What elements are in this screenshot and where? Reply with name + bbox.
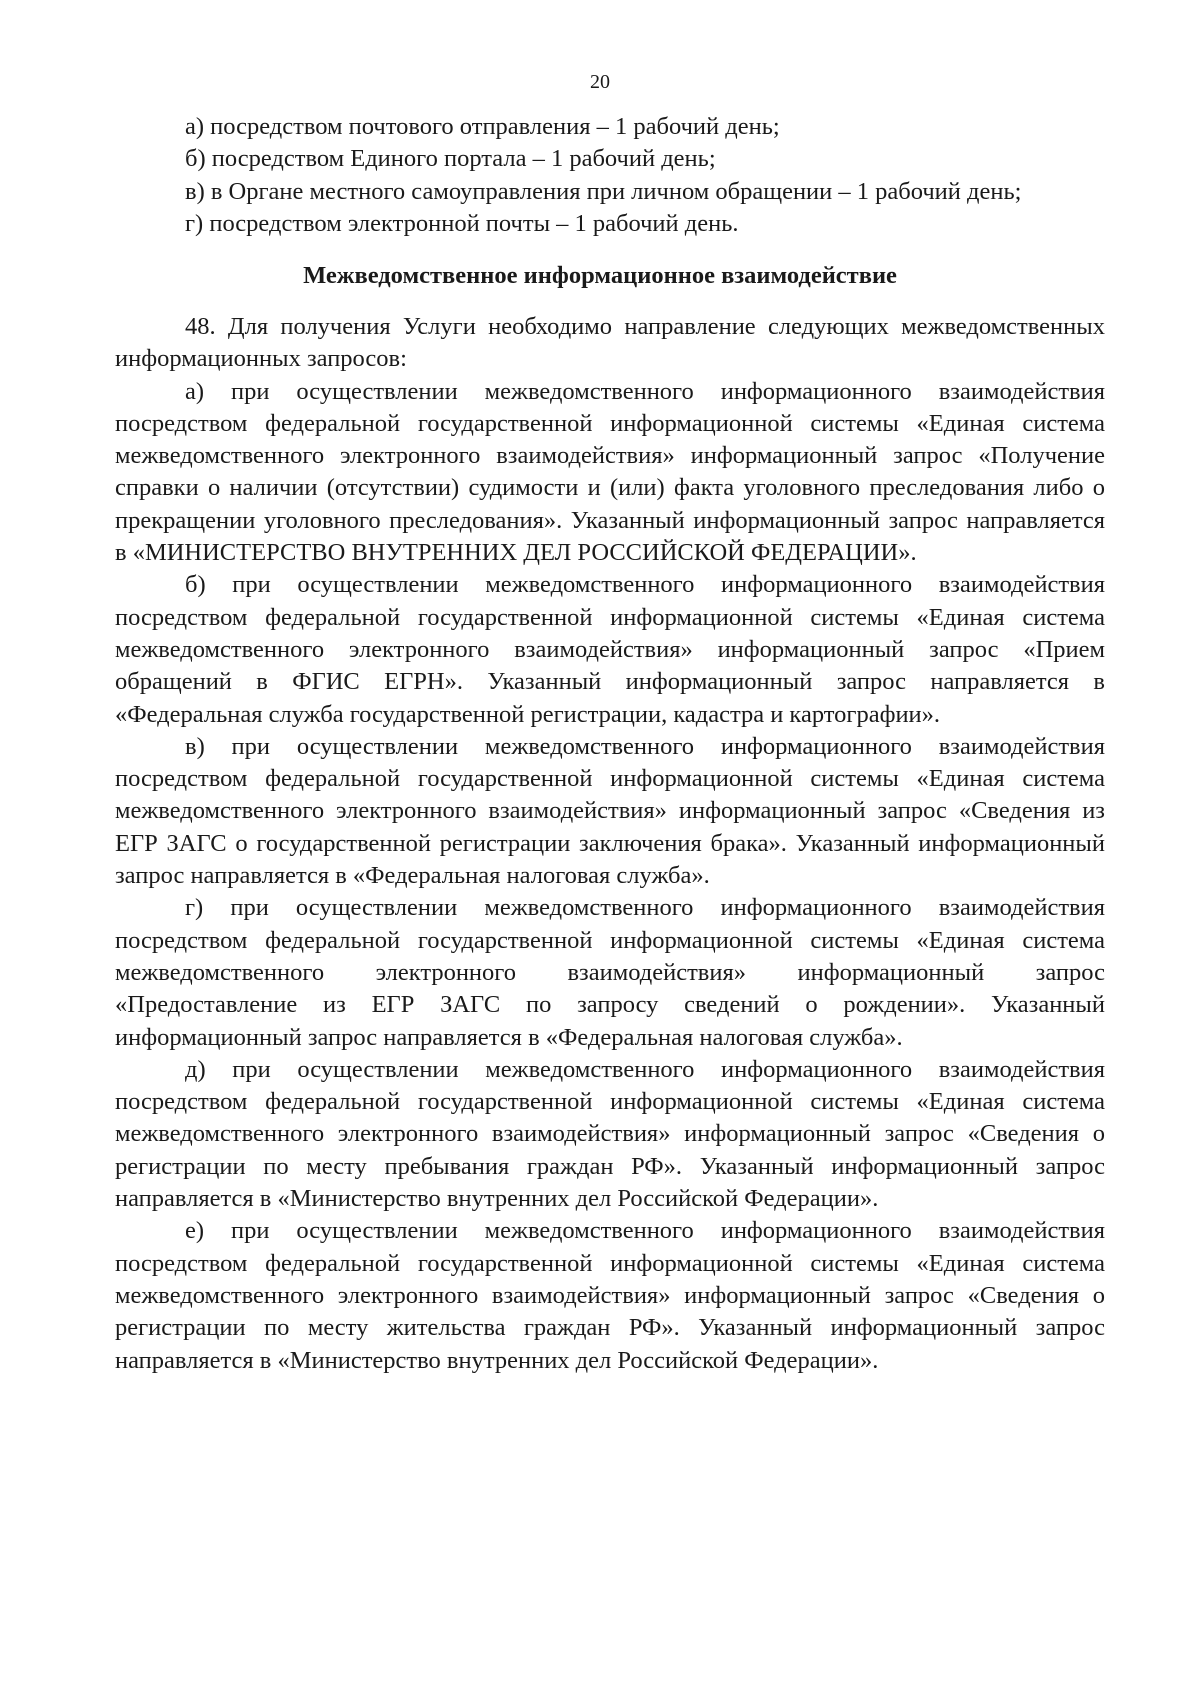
section-title: Межведомственное информационное взаимодействие — [303, 262, 897, 289]
paragraph-48: 48. Для получения Услуги необходимо направление следующих межведомственных информационных запросов: — [115, 313, 1105, 373]
term-item-b: б) посредством Единого портала – 1 рабочий день; — [185, 145, 716, 173]
page-number: 20 — [590, 71, 610, 93]
paragraph-48-f: е) при осуществлении межведомственного информационного взаимодействия посредством федеральной государственной информационной системы «Единая система межведомственного электронного взаимодействия» информационный запрос «Сведения о регистрации по месту жительства граждан РФ». Указанный информационный запрос направляется в «Министерство внутренних дел Российской Федерации». — [115, 1217, 1105, 1374]
term-list — [115, 111, 1105, 240]
paragraph-48-a: а) при осуществлении межведомственного информационного взаимодействия посредством федеральной государственной информационной системы «Единая система межведомственного электронного взаимодействия» информационный запрос «Получение справки о наличии (отсутствии) судимости и (или) факта уголовного преследования либо о прекращении уголовного преследования». Указанный информационный запрос направляется в «МИНИСТЕРСТВО ВНУТРЕННИХ ДЕЛ РОССИЙСКОЙ ФЕДЕРАЦИИ». — [115, 377, 1105, 567]
paragraph-48-d: г) при осуществлении межведомственного информационного взаимодействия посредством федеральной государственной информационной системы «Единая система межведомственного электронного взаимодействия» информационный запрос «Предоставление из ЕГР ЗАГС по запросу сведений о рождении». Указанный информационный запрос направляется в «Федеральная налоговая служба». — [115, 894, 1105, 1051]
paragraph-48-b: б) при осуществлении межведомственного информационного взаимодействия посредством федеральной государственной информационной системы «Единая система межведомственного электронного взаимодействия» информационный запрос «Прием обращений в ФГИС ЕГРН». Указанный информационный запрос направляется в «Федеральная служба государственной регистрации, кадастра и картографии». — [115, 571, 1105, 728]
term-item-c: в) в Органе местного самоуправления при личном обращении – 1 рабочий день; — [185, 177, 1022, 205]
term-item-d: г) посредством электронной почты – 1 рабочий день. — [185, 209, 739, 237]
body-text — [115, 311, 1105, 1377]
paragraph-48-c: в) при осуществлении межведомственного информационного взаимодействия посредством федеральной государственной информационной системы «Единая система межведомственного электронного взаимодействия» информационный запрос «Сведения из ЕГР ЗАГС о государственной регистрации заключения брака». Указанный информационный запрос направляется в «Федеральная налоговая служба». — [115, 732, 1105, 890]
term-item-a: а) посредством почтового отправления – 1 рабочий день; — [185, 113, 780, 140]
paragraph-48-e: д) при осуществлении межведомственного информационного взаимодействия посредством федеральной государственной информационной системы «Единая система межведомственного электронного взаимодействия» информационный запрос «Сведения о регистрации по месту пребывания граждан РФ». Указанный информационный запрос направляется в «Министерство внутренних дел Российской Федерации». — [115, 1055, 1105, 1213]
